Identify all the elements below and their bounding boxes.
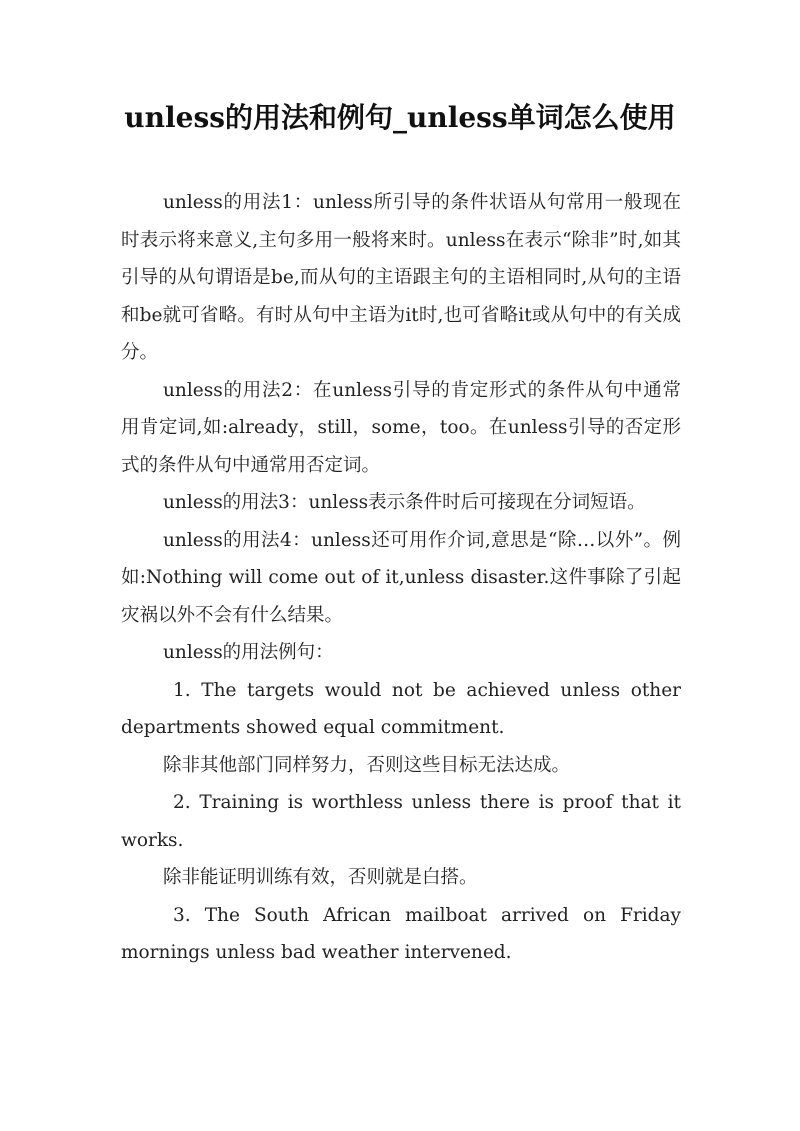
example-sentence-1: 1. The targets would not be achieved unless other departments showed equal commitment. <box>121 679 681 738</box>
example-sentence-3: 3. The South African mailboat arrived on Friday mornings unless bad weather intervened. <box>121 904 681 963</box>
example-translation-1: 除非其他部门同样努力，否则这些目标无法达成。 <box>163 754 571 776</box>
usage-paragraph-2: unless的用法2：在unless引导的肯定形式的条件从句中通常用肯定词,如:already，still，some，too。在unless引导的否定形式的条件从句中通常用否定词。 <box>121 379 681 476</box>
usage-paragraph-3: unless的用法3：unless表示条件时后可接现在分词短语。 <box>163 492 646 513</box>
example-translation-2: 除非能证明训练有效，否则就是白搭。 <box>163 867 478 888</box>
example-sentence-2: 2. Training is worthless unless there is proof that it works. <box>121 792 681 851</box>
document-title: unless的用法和例句_unless单词怎么使用 <box>124 101 676 134</box>
usage-paragraph-4: unless的用法4：unless还可用作介词,意思是“除…以外”。例如:Nothing will come out of it,unless disaster.这件事除了引起灾祸以外不会有什么结果。 <box>121 529 681 626</box>
usage-paragraph-1: unless的用法1：unless所引导的条件状语从句常用一般现在时表示将来意义,主句多用一般将来时。unless在表示“除非”时,如其引导的从句谓语是be,而从句的主语跟主句的主语相同时,从句的主语和be就可省略。有时从句中主语为it时,也可省略it或从句中的有关成分。 <box>121 192 681 363</box>
document-body <box>121 184 681 972</box>
examples-heading: unless的用法例句： <box>163 642 334 663</box>
